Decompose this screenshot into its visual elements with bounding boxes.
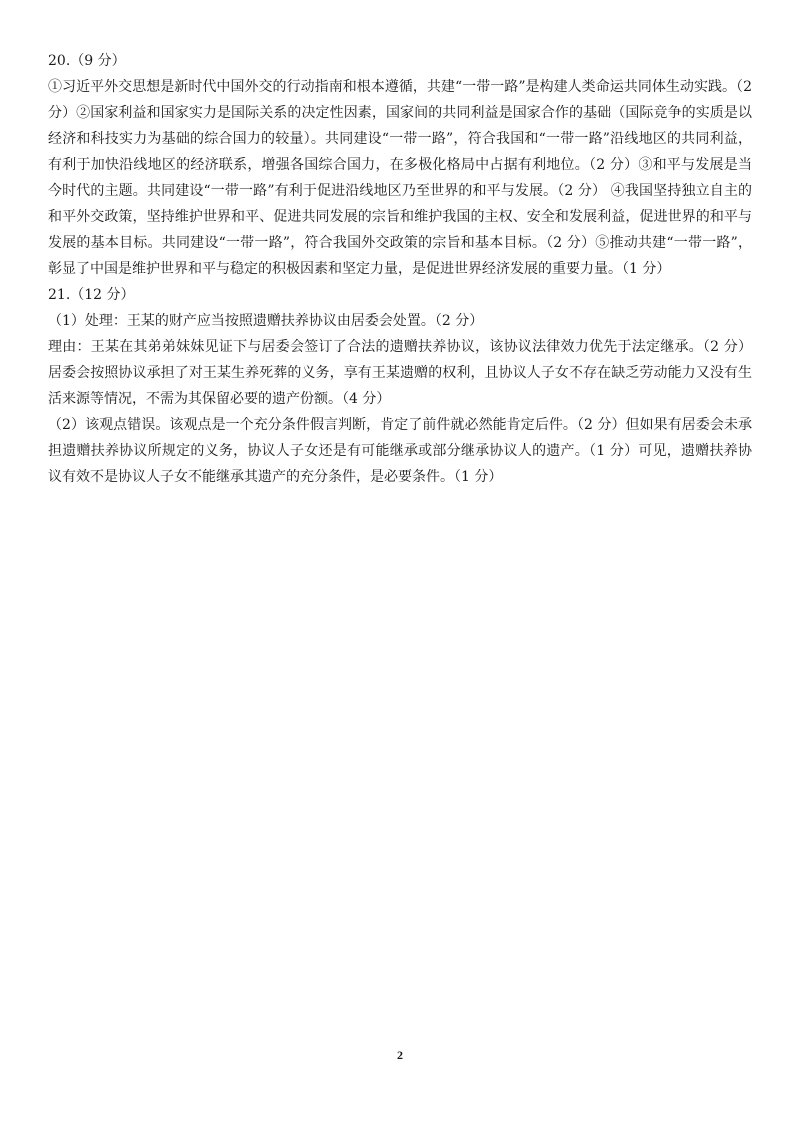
answer-page [48,48,752,490]
page-number: 2 [397,1048,403,1062]
question-21-part2: （2）该观点错误。该观点是一个充分条件假言判断，肯定了前件就必然能肯定后件。（2 分）但如果有居委会未承担遗赠扶养协议所规定的义务，协议人子女还是有可能继承或部分继承协议人的遗产。（1 分）可见，遗赠扶养协议有效不是协议人子女不能继承其遗产的充分条件，是必要条件。（1 分） [48,417,752,485]
question-21-part1-handling: （1）处理：王某的财产应当按照遗赠扶养协议由居委会处置。（2 分） [48,313,484,329]
question-20-answer: ①习近平外交思想是新时代中国外交的行动指南和根本遵循，共建“一带一路”是构建人类命运共同体生动实践。（2 分）②国家利益和国家实力是国际关系的决定性因素，国家间的共同利益是国家合作的基础（国际竞争的实质是以经济和科技实力为基础的综合国力的较量）。共同建设“一带一路”，符合我国和“一带一路”沿线地区的共同利益，有利于加快沿线地区的经济联系，增强各国综合国力，在多极化格局中占据有利地位。（2 分）③和平与发展是当今时代的主题。共同建设“一带一路”有利于促进沿线地区乃至世界的和平与发展。（2 分） ④我国坚持独立自主的和平外交政策，坚持维护世界和平、促进共同发展的宗旨和维护我国的主权、安全和发展利益，促进世界的和平与发展的基本目标。共同建设“一带一路”，符合我国外交政策的宗旨和基本目标。（2 分）⑤推动共建“一带一路”，彰显了中国是维护世界和平与稳定的积极因素和坚定力量，是促进世界经济发展的重要力量。（1 分） [48,79,752,277]
question-21-heading: 21.（12 分） [48,287,135,303]
question-21-part1-reason: 理由：王某在其弟弟妹妹见证下与居委会签订了合法的遗赠扶养协议，该协议法律效力优先于法定继承。（2 分）居委会按照协议承担了对王某生养死葬的义务，享有王某遗赠的权利，且协议人子女不存在缺乏劳动能力又没有生活来源等情况，不需为其保留必要的遗产份额。（4 分） [48,339,752,407]
question-20-heading: 20.（9 分） [48,53,126,69]
